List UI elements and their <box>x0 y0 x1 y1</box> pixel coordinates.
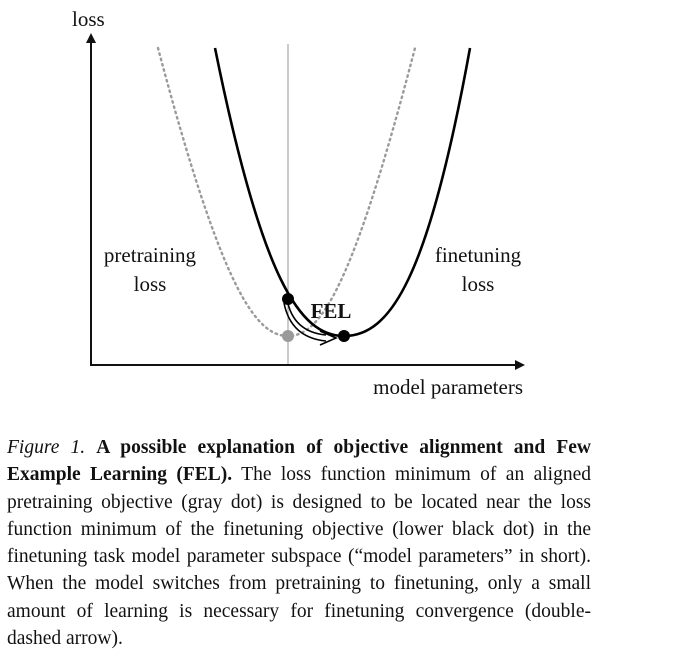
caption-figure-number: Figure 1. <box>7 437 86 458</box>
caption-title: A possible explanation of objective alignment and Few Example Learning (FEL). <box>7 437 591 486</box>
y-axis-label: loss <box>72 7 105 31</box>
finetuning-minimum-dot <box>338 330 350 342</box>
finetuning-label-line2: loss <box>461 272 495 296</box>
caption-body: The loss function minimum of an aligned pretraining objective (gray dot) is designed to be located near the loss function minimum of the finetuning objective (lower black dot) in the finetuning task model parameter subspace (“model parameters” in short). When the model switches from pretraining to finetuning, only a small amount of learning is necessary for finetuning convergence (double-dashed arrow). <box>7 464 591 650</box>
pretraining-label-line2: loss <box>133 272 167 296</box>
finetuning-loss-curve <box>215 48 470 336</box>
x-axis-label: model parameters <box>373 375 523 399</box>
fel-label: FEL <box>310 299 352 323</box>
pretraining-minimum-dot <box>282 330 294 342</box>
pretraining-label-line1: pretraining <box>103 243 197 267</box>
finetuning-start-dot <box>282 293 294 305</box>
finetuning-label-line1: finetuning <box>434 243 522 267</box>
figure-caption <box>7 434 591 652</box>
